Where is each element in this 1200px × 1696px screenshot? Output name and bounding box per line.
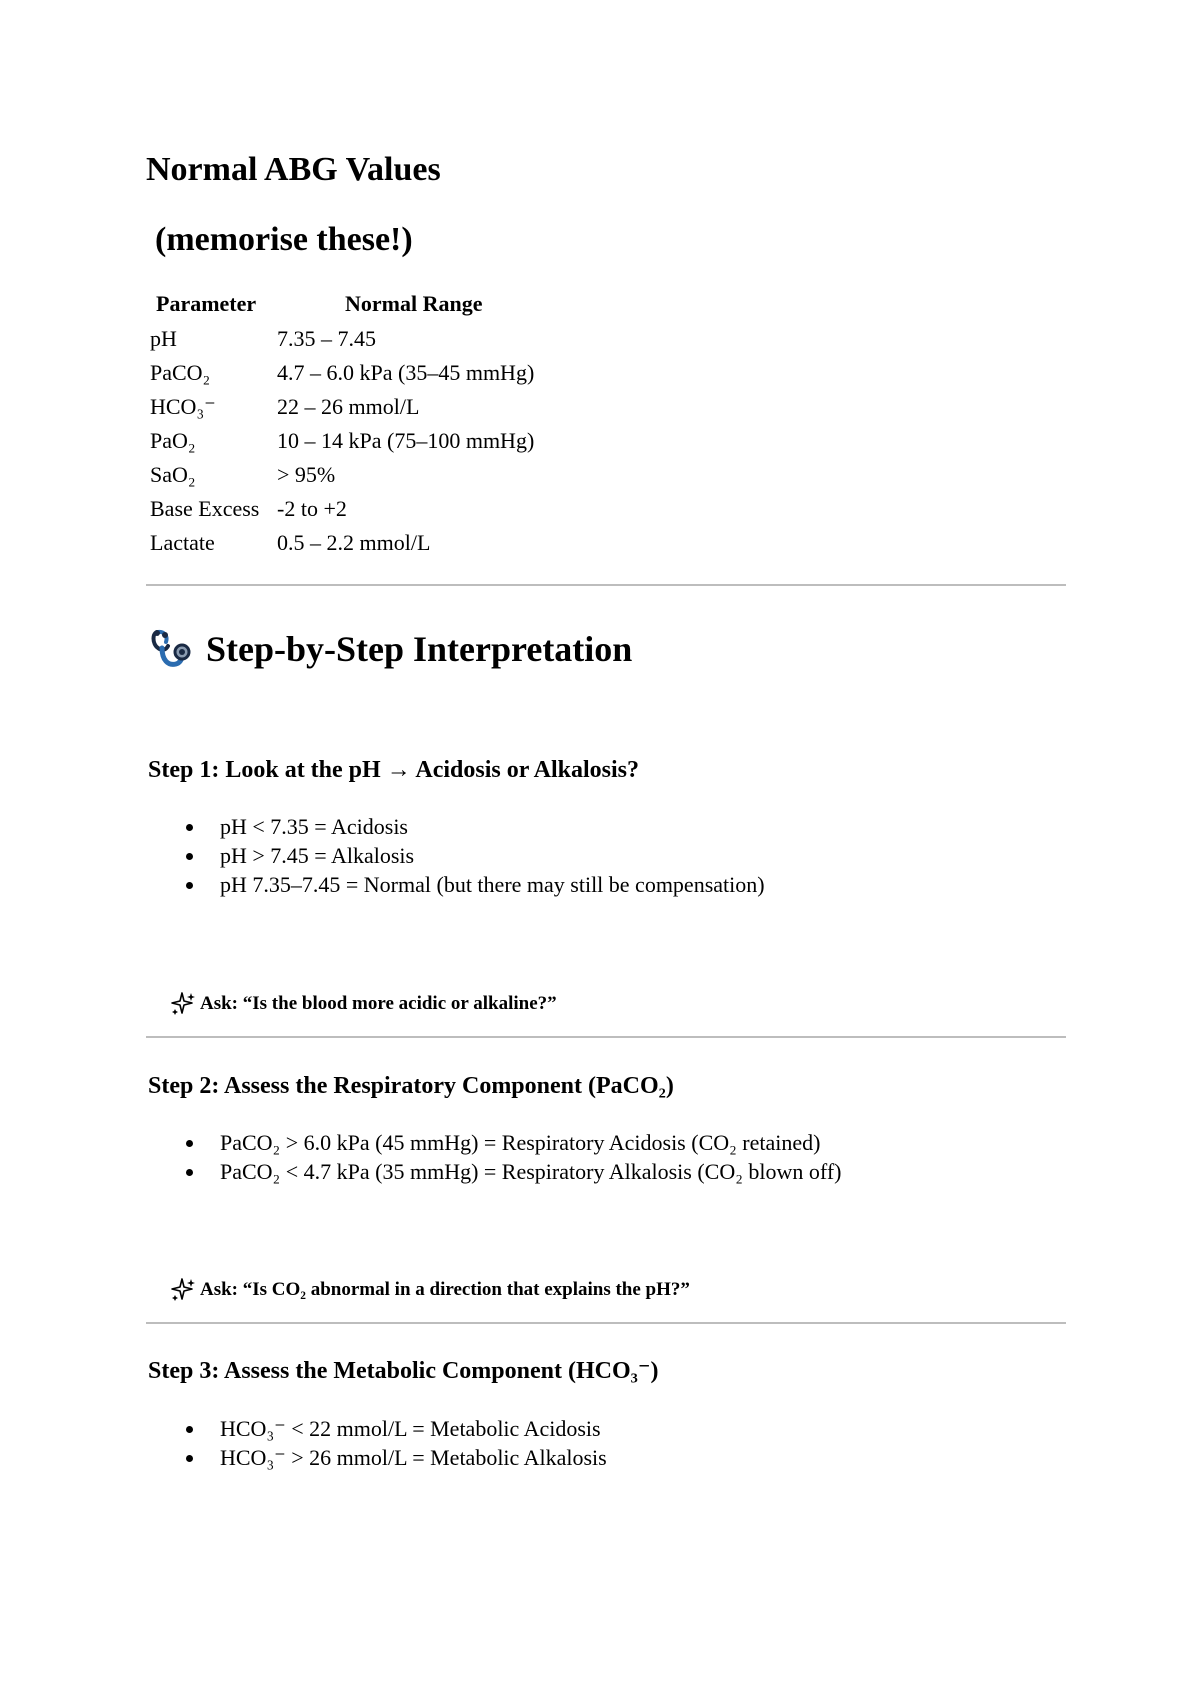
list-item bbox=[186, 812, 765, 841]
page-subtitle: (memorise these!) bbox=[155, 221, 413, 258]
sparkle-icon bbox=[170, 1277, 196, 1303]
table-cell-parameter: PaCO₂ bbox=[150, 360, 211, 385]
ask-text: Ask: “Is CO₂ abnormal in a direction that explains the pH?” bbox=[200, 1279, 690, 1300]
section-title bbox=[148, 626, 632, 672]
table-cell-range: 7.35 – 7.45 bbox=[277, 326, 376, 351]
step-1-bullet-list bbox=[186, 812, 765, 899]
list-item-text: pH > 7.45 = Alkalosis bbox=[220, 843, 415, 868]
table-cell-parameter: Base Excess bbox=[150, 496, 260, 521]
step-1-ask-prompt bbox=[170, 991, 557, 1017]
list-item bbox=[186, 1128, 842, 1157]
list-item-text: pH < 7.35 = Acidosis bbox=[220, 814, 408, 839]
step-3-heading: Step 3: Assess the Metabolic Component (HCO₃⁻) bbox=[148, 1358, 659, 1384]
table-header-normal-range: Normal Range bbox=[345, 291, 483, 316]
list-item bbox=[186, 841, 765, 870]
table-cell-range: -2 to +2 bbox=[277, 496, 347, 521]
table-cell-parameter: pH bbox=[150, 326, 177, 351]
list-item bbox=[186, 870, 765, 899]
ask-text: Ask: “Is the blood more acidic or alkaline?” bbox=[200, 993, 557, 1014]
bullet-dot bbox=[186, 1426, 193, 1433]
sparkle-icon bbox=[170, 991, 196, 1017]
list-item bbox=[186, 1443, 607, 1472]
bullet-dot bbox=[186, 824, 193, 831]
table-cell-parameter: PaO₂ bbox=[150, 428, 196, 453]
bullet-dot bbox=[186, 853, 193, 860]
list-item-text: HCO₃⁻ < 22 mmol/L = Metabolic Acidosis bbox=[220, 1416, 601, 1441]
table-cell-parameter: SaO₂ bbox=[150, 462, 196, 487]
table-cell-range: > 95% bbox=[277, 462, 336, 487]
list-item bbox=[186, 1157, 842, 1186]
step-1-heading: Step 1: Look at the pH → Acidosis or Alkalosis? bbox=[148, 757, 639, 783]
table-cell-range: 4.7 – 6.0 kPa (35–45 mmHg) bbox=[277, 360, 535, 385]
table-cell-range: 0.5 – 2.2 mmol/L bbox=[277, 530, 431, 555]
list-item-text: pH 7.35–7.45 = Normal (but there may still be compensation) bbox=[220, 872, 765, 897]
table-cell-parameter: Lactate bbox=[150, 530, 215, 555]
page-title: Normal ABG Values bbox=[146, 151, 441, 188]
bullet-dot bbox=[186, 1455, 193, 1462]
table-cell-range: 10 – 14 kPa (75–100 mmHg) bbox=[277, 428, 535, 453]
list-item bbox=[186, 1414, 607, 1443]
step-2-heading: Step 2: Assess the Respiratory Component (PaCO₂) bbox=[148, 1073, 674, 1099]
table-cell-range: 22 – 26 mmol/L bbox=[277, 394, 420, 419]
table-cell-parameter: HCO₃⁻ bbox=[150, 394, 216, 419]
step-2-ask-prompt bbox=[170, 1277, 690, 1303]
horizontal-divider bbox=[146, 584, 1066, 586]
horizontal-divider bbox=[146, 1322, 1066, 1324]
table-header-parameter: Parameter bbox=[156, 291, 257, 316]
step-2-bullet-list bbox=[186, 1128, 842, 1186]
bullet-dot bbox=[186, 1169, 193, 1176]
list-item-text: PaCO₂ > 6.0 kPa (45 mmHg) = Respiratory Acidosis (CO₂ retained) bbox=[220, 1130, 821, 1155]
list-item-text: HCO₃⁻ > 26 mmol/L = Metabolic Alkalosis bbox=[220, 1445, 607, 1470]
stethoscope-icon bbox=[148, 626, 194, 672]
bullet-dot bbox=[186, 1140, 193, 1147]
step-3-bullet-list bbox=[186, 1414, 607, 1472]
list-item-text: PaCO₂ < 4.7 kPa (35 mmHg) = Respiratory Alkalosis (CO₂ blown off) bbox=[220, 1159, 842, 1184]
horizontal-divider bbox=[146, 1036, 1066, 1038]
section-title-text: Step-by-Step Interpretation bbox=[206, 629, 633, 669]
bullet-dot bbox=[186, 882, 193, 889]
